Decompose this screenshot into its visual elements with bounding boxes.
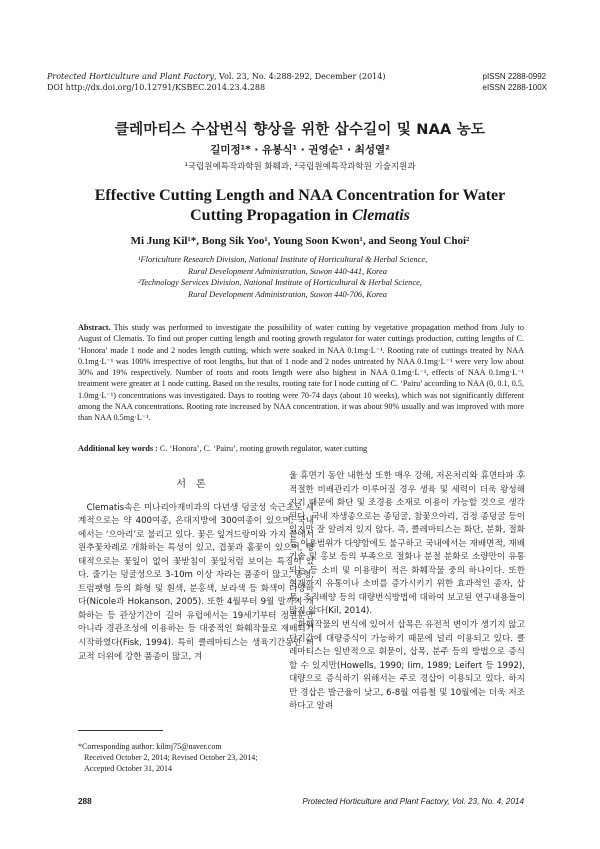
korean-authors: 길미정¹* · 유봉식¹ · 권영순¹ · 최성열² [210, 144, 390, 156]
abstract-text: This study was performed to investigate the possibility of water cutting by vegetative propagation method from July to August of Clematis. To find out proper cutting length and rooting growth regulator for water cuttings production, cutting lengths of C. ‘Honora’ made 1 node and 2 nodes length cutting, which were soaked in NAA 0.1mg·L⁻¹. Rooting rate of cuttings treated by NAA 0.1mg·L⁻¹ was 100% irrespective of root lengths, but that of 1 node and 2 nodes untreated by NAA 0.1mg·L⁻¹ were very low about 30% and 19% respectively. Number of roots and roots length were also highest in NAA 0.1mg·L⁻¹, effects of NAA 0.1mg·L⁻¹ treatment were greater at 1 node cutting. Based on the results, rooting rate for I node cutting of C. ‘Pairu’ according to NAA (0, 0.1, 0.5, 1.0mg·L⁻¹) concentrations was investigated. Days to rooting were 70-74 days (about 10 weeks), which was not significantly different among the NAA concentrations. Rooting rate increased by NAA concentration. it was about 90% usually and was improved with more than NAA 0.5mg·L⁻¹. [78, 323, 524, 423]
english-title-line2: Cutting Propagation in [190, 207, 353, 224]
pissn: pISSN 2288-0992 [482, 72, 547, 81]
footnote [78, 741, 314, 774]
section-title-introduction: 서론 [176, 479, 216, 490]
korean-affiliation: ¹국립원예특작과학원 화훼과, ²국립원예특작과학원 기술지원과 [184, 162, 416, 172]
keywords [78, 444, 524, 453]
journal-name: Protected Horticulture and Plant Factory [47, 72, 214, 81]
intro-paragraph-1-cont: 울 휴면기 동안 내한성 또한 매우 강해, 저온처리와 휴면타파 후 적절한 비배관리가 이루어질 경우 생육 및 세력이 더욱 왕성해지기 때문에 화단 및 조경용 소재로 이용이 가능할 것으로 생각된다. 국내 자생종으로는 종덩굴, 참꽃으아리, 검정 종덩굴 등이 있지만 잘 알려져 있지 않다. 즉, 클레마티스는 화단, 분화, 절화 등 이용범위가 다양함에도 불구하고 국내에서는 재배면적, 재배기술 및 홍보 등의 부족으로 절화나 분절 분화로 소량만이 유통되는 등 소비 및 이용량이 적은 화훼작물 중의 하나이다. 또한 현재까지 유통이나 소비를 증가시키기 위한 효과적인 종자, 삽목, 조직배양 등의 대량번식방법에 대하여 보고된 연구내용들이 많지 않다(Kil, 2014). [289, 471, 525, 617]
accepted-date: Accepted October 31, 2014 [84, 764, 172, 773]
affiliation-2-line2: Rural Development Administration, Suwon 440-706, Korea [188, 289, 387, 299]
korean-title: 클레마티스 수삽번식 향상을 위한 삽수길이 및 NAA 농도 [114, 122, 486, 138]
english-title-genus: Clematis [352, 207, 410, 224]
english-title [0, 186, 600, 226]
doi-link[interactable]: DOI http://dx.doi.org/10.12791/KSBEC.2014.23.4.288 [47, 83, 266, 92]
intro-paragraph-1: Clematis속은 미나리아재비과의 다년생 덩굴성 숙근초로 세계적으로는 약 400여종, 온대지방에 300여종이 있으며, 국내에서는 ‘으아리’로 불리고 있다. 꽃은 잎겨드랑이와 가지 끝에서 원추꽃차례로 개화하는 특성이 있고, 겹꽃과 홑꽃이 있으며, 형태적으로는 꽃잎이 없어 꽃받침이 꽃잎처럼 보이는 특징이 있다. 줄기는 덩굴성으로 3-10m 이상 자라는 품종이 많고, 종형, 트럼펫형 등의 화형 및 흰색, 분홍색, 보라색 등 화색이 다양하다(Nicole과 Hokanson, 2005). 또한 4월부터 9월 말까지 개화하는 등 관상기간이 길어 유럽에서는 19세기부터 정원뿐만 아니라 경관조성에 이용하는 등 대중적인 화훼작물로 재배되기 시작하였다(Fisk, 1994). 특히 클레마티스는 생육기간동안 비교적 더위에 강한 품종이 많고, 겨 [78, 502, 314, 662]
english-authors: Mi Jung Kil¹*, Bong Sik Yoo¹, Young Soon Kwon¹, and Seong Youl Choi² [130, 235, 470, 247]
footnote-divider [78, 730, 163, 731]
intro-paragraph-2: 화훼작물의 번식에 있어서 삽목은 유전적 변이가 생기지 않고 단기간에 대량증식이 가능하기 때문에 널리 이용되고 있다. 클레마티스는 일반적으로 휘묻이, 삽목, 분주 등의 방법으로 증식할 수 있지만(Howells, 1990; Iim, 1989; Leifert 등 1992), 대량으로 증식하기 위해서는 주로 경삽이 이용되고 있다. 하지만 경삽은 발근율이 낮고, 6-8월 여름철 및 10월에는 더욱 저조하다고 알려 [289, 620, 525, 712]
abstract [78, 322, 524, 424]
affiliation-1-line2: Rural Development Administration, Suwon 440-441, Korea [188, 266, 387, 276]
keywords-text: C. ‘Honora’, C. ‘Pairu’, rooting growth regulator, water cutting [157, 444, 368, 453]
body-column-left [78, 470, 314, 664]
keywords-label: Additional key words : [78, 444, 158, 453]
eissn: eISSN 2288-100X [482, 83, 547, 92]
abstract-label: Abstract. [78, 323, 111, 332]
citation: , Vol. 23, No. 4:288-292, December (2014) [213, 72, 386, 81]
affiliation-1-line1: ¹Floriculture Research Division, National Institute of Horticultural & Herbal Science, [138, 255, 428, 264]
journal-header [47, 71, 385, 93]
english-affiliations [138, 254, 498, 300]
english-title-line1: Effective Cutting Length and NAA Concentration for Water [94, 187, 506, 204]
page-number: 288 [78, 797, 92, 806]
affiliation-2-line1: ²Technology Services Division, National Institute of Horticultural & Herbal Science, [138, 278, 422, 288]
received-dates: Received October 2, 2014; Revised October 23, 2014; [84, 753, 258, 762]
body-column-right [289, 470, 525, 714]
issn-block [483, 71, 548, 93]
corresponding-author: *Corresponding author: kilmj75@naver.com [78, 742, 222, 751]
footer-journal-ref: Protected Horticulture and Plant Factory, Vol. 23, No. 4, 2014 [302, 797, 524, 806]
